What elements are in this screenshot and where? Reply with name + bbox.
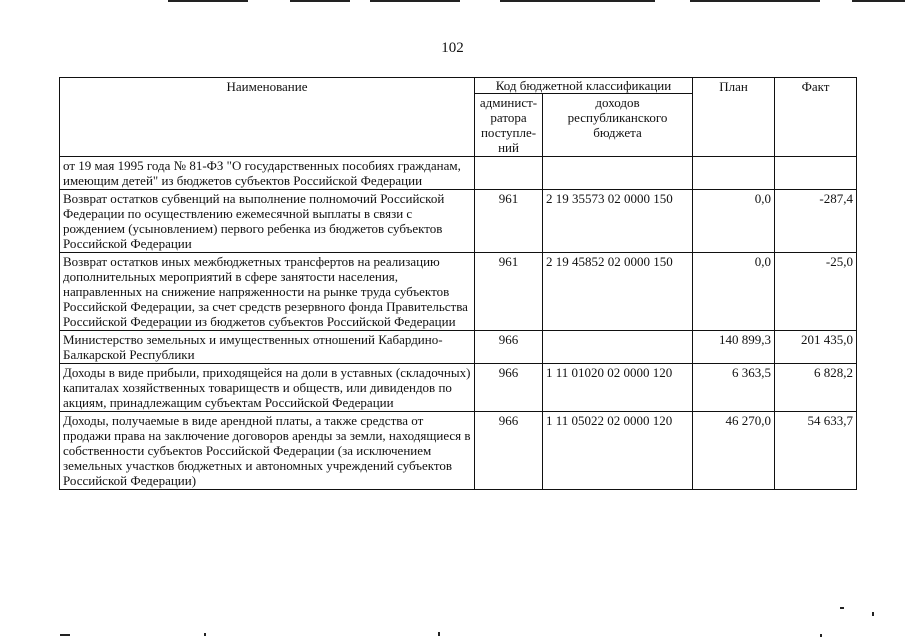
scan-artifact-line (370, 0, 460, 2)
budget-table (59, 77, 857, 490)
row-plan: 46 270,0 (693, 412, 775, 490)
header-fact: Факт (775, 78, 857, 157)
header-classification-code: Код бюджетной классификации (475, 78, 693, 94)
table-header-row (60, 78, 857, 94)
row-plan: 0,0 (693, 190, 775, 253)
table-row (60, 190, 857, 253)
scan-speck (438, 632, 440, 636)
row-fact: 6 828,2 (775, 364, 857, 412)
row-admin-code: 966 (475, 412, 543, 490)
scan-artifact-line (500, 0, 655, 2)
row-name: Министерство земельных и имущественных отношений Кабардино-Балкарской Республики (60, 331, 475, 364)
scan-speck (204, 633, 206, 636)
row-name: Возврат остатков иных межбюджетных трансфертов на реализацию дополнительных мероприятий в сфере занятости населения, направленных на снижение напряженности на рынке труда субъектов Российской Федерации, за счет средств резервного фонда Правительства Российской Федерации из бюджетов субъектов Российской Федерации (60, 253, 475, 331)
table-row (60, 412, 857, 490)
table-row (60, 331, 857, 364)
scan-artifact-line (852, 0, 905, 2)
header-administrator: админист-ратора поступле-ний (475, 94, 543, 157)
scan-speck (60, 634, 70, 636)
row-fact: 201 435,0 (775, 331, 857, 364)
row-name: Возврат остатков субвенций на выполнение полномочий Российской Федерации по осуществлению ежемесячной выплаты в связи с рождением (усыновлением) первого ребенка из бюджетов субъектов Российской Федерации (60, 190, 475, 253)
table-row (60, 253, 857, 331)
row-name: Доходы, получаемые в виде арендной платы, а также средства от продажи права на заключение договоров аренды за земли, находящиеся в собственности субъектов Российской Федерации (за исключением земельных участков бюджетных и автономных учреждений субъектов Российской Федерации) (60, 412, 475, 490)
row-plan (693, 157, 775, 190)
row-admin-code: 966 (475, 364, 543, 412)
row-plan: 6 363,5 (693, 364, 775, 412)
row-budget-code: 2 19 35573 02 0000 150 (543, 190, 693, 253)
scan-artifact-line (168, 0, 248, 2)
row-admin-code: 966 (475, 331, 543, 364)
table-row (60, 364, 857, 412)
row-name: от 19 мая 1995 года № 81-ФЗ "О государственных пособиях гражданам, имеющим детей" из бюджетов субъектов Российской Федерации (60, 157, 475, 190)
scan-speck (840, 607, 844, 609)
page-number: 102 (441, 40, 464, 56)
row-admin-code: 961 (475, 253, 543, 331)
row-budget-code: 1 11 01020 02 0000 120 (543, 364, 693, 412)
scan-artifact-line (290, 0, 350, 2)
row-admin-code: 961 (475, 190, 543, 253)
row-fact (775, 157, 857, 190)
row-name: Доходы в виде прибыли, приходящейся на доли в уставных (складочных) капиталах хозяйственных товариществ и обществ, или дивидендов по акциям, принадлежащим субъектам Российской Федерации (60, 364, 475, 412)
table-row (60, 157, 857, 190)
row-budget-code: 1 11 05022 02 0000 120 (543, 412, 693, 490)
header-income-code: доходов республиканского бюджета (543, 94, 693, 157)
scan-speck (872, 612, 874, 616)
row-budget-code: 2 19 45852 02 0000 150 (543, 253, 693, 331)
row-plan: 0,0 (693, 253, 775, 331)
row-budget-code (543, 157, 693, 190)
header-plan: План (693, 78, 775, 157)
row-plan: 140 899,3 (693, 331, 775, 364)
scan-speck (820, 634, 822, 637)
row-fact: -287,4 (775, 190, 857, 253)
row-fact: -25,0 (775, 253, 857, 331)
row-admin-code (475, 157, 543, 190)
scan-artifact-line (690, 0, 820, 2)
row-fact: 54 633,7 (775, 412, 857, 490)
row-budget-code (543, 331, 693, 364)
header-name: Наименование (60, 78, 475, 157)
